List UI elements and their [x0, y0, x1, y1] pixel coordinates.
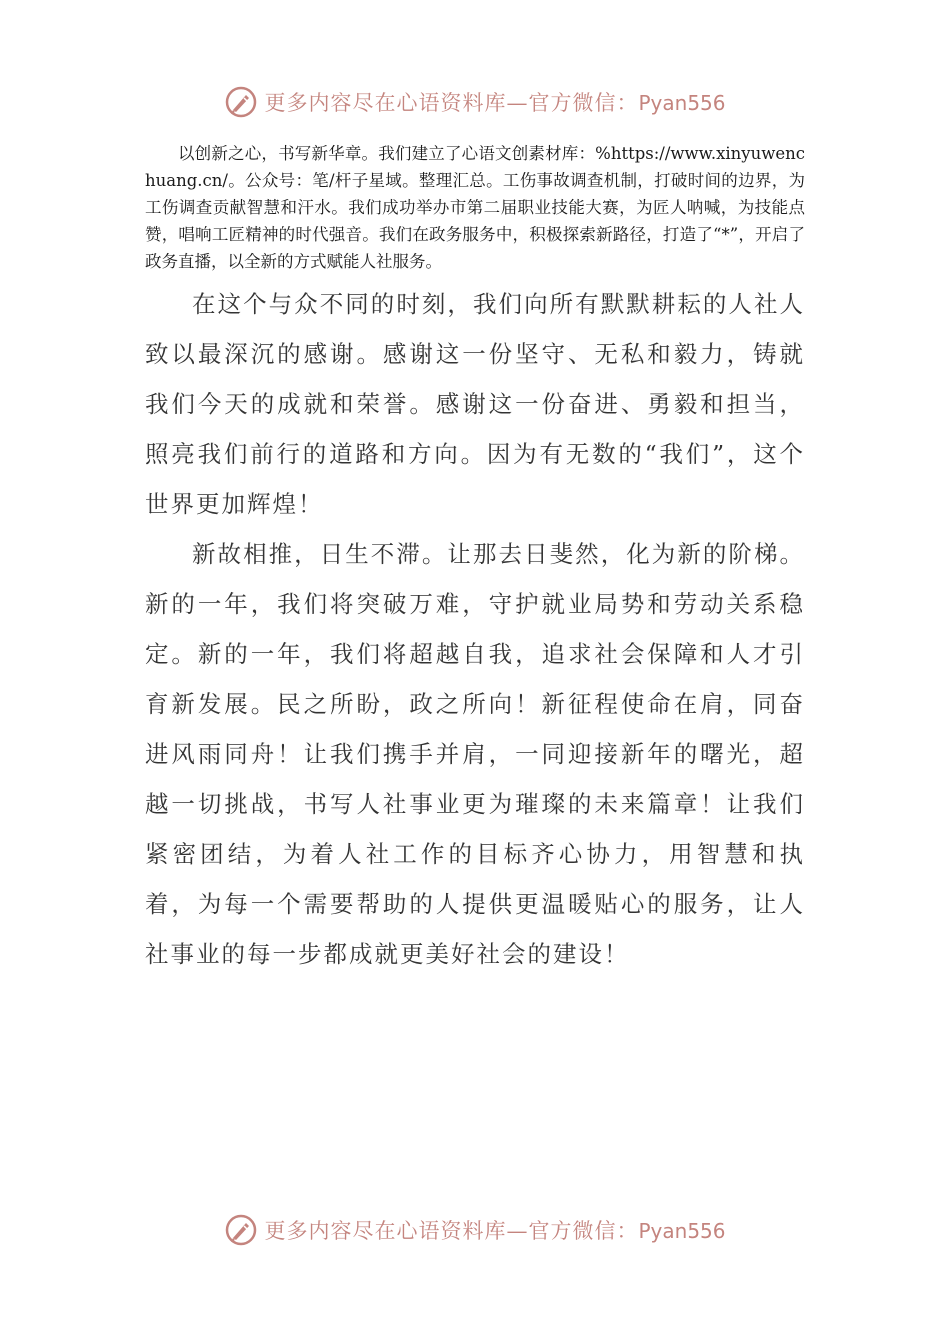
document-body — [145, 140, 805, 979]
paragraph-3: 新故相推，日生不滞。让那去日斐然，化为新的阶梯。新的一年，我们将突破万难，守护就业局势和劳动关系稳定。新的一年，我们将超越自我，追求社会保障和人才引育新发展。民之所盼，政之所向！新征程使命在肩，同奋进风雨同舟！让我们携手并肩，一同迎接新年的曙光，超越一切挑战，书写人社事业更为璀璨的未来篇章！让我们紧密团结，为着人社工作的目标齐心协力，用智慧和执着，为每一个需要帮助的人提供更温暖贴心的服务，让人社事业的每一步都成就更美好社会的建设！ — [145, 540, 805, 968]
header-banner-label: 更多内容尽在心语资料库—官方微信： — [264, 91, 639, 115]
paragraph-1: 以创新之心，书写新华章。我们建立了心语文创素材库：%https://www.xinyuwenchuang.cn/。公众号：笔/杆子星域。整理汇总。工伤事故调查机制，打破时间的边界，为工伤调查贡献智慧和汗水。我们成功举办市第二届职业技能大赛，为匠人呐喊，为技能点赞，唱响工匠精神的时代强音。我们在政务服务中，积极探索新路径，打造了“*”，开启了政务直播，以全新的方式赋能人社服务。 — [145, 144, 805, 271]
footer-banner-inner — [224, 1213, 725, 1247]
pen-logo-icon — [224, 85, 258, 119]
header-banner-inner — [224, 85, 725, 119]
paragraph-2: 在这个与众不同的时刻，我们向所有默默耕耘的人社人致以最深沉的感谢。感谢这一份坚守、无私和毅力，铸就我们今天的成就和荣誉。感谢这一份奋进、勇毅和担当，照亮我们前行的道路和方向。因为有无数的“我们”，这个世界更加辉煌！ — [145, 290, 805, 518]
footer-banner-handle: Pyan556 — [638, 1219, 726, 1243]
footer-banner-label: 更多内容尽在心语资料库—官方微信： — [264, 1219, 639, 1243]
pen-logo-icon — [224, 1213, 258, 1247]
header-banner — [0, 82, 950, 122]
header-banner-handle: Pyan556 — [638, 91, 726, 115]
footer-banner-text — [264, 1215, 725, 1245]
header-banner-text — [264, 87, 725, 117]
footer-banner — [0, 1210, 950, 1250]
